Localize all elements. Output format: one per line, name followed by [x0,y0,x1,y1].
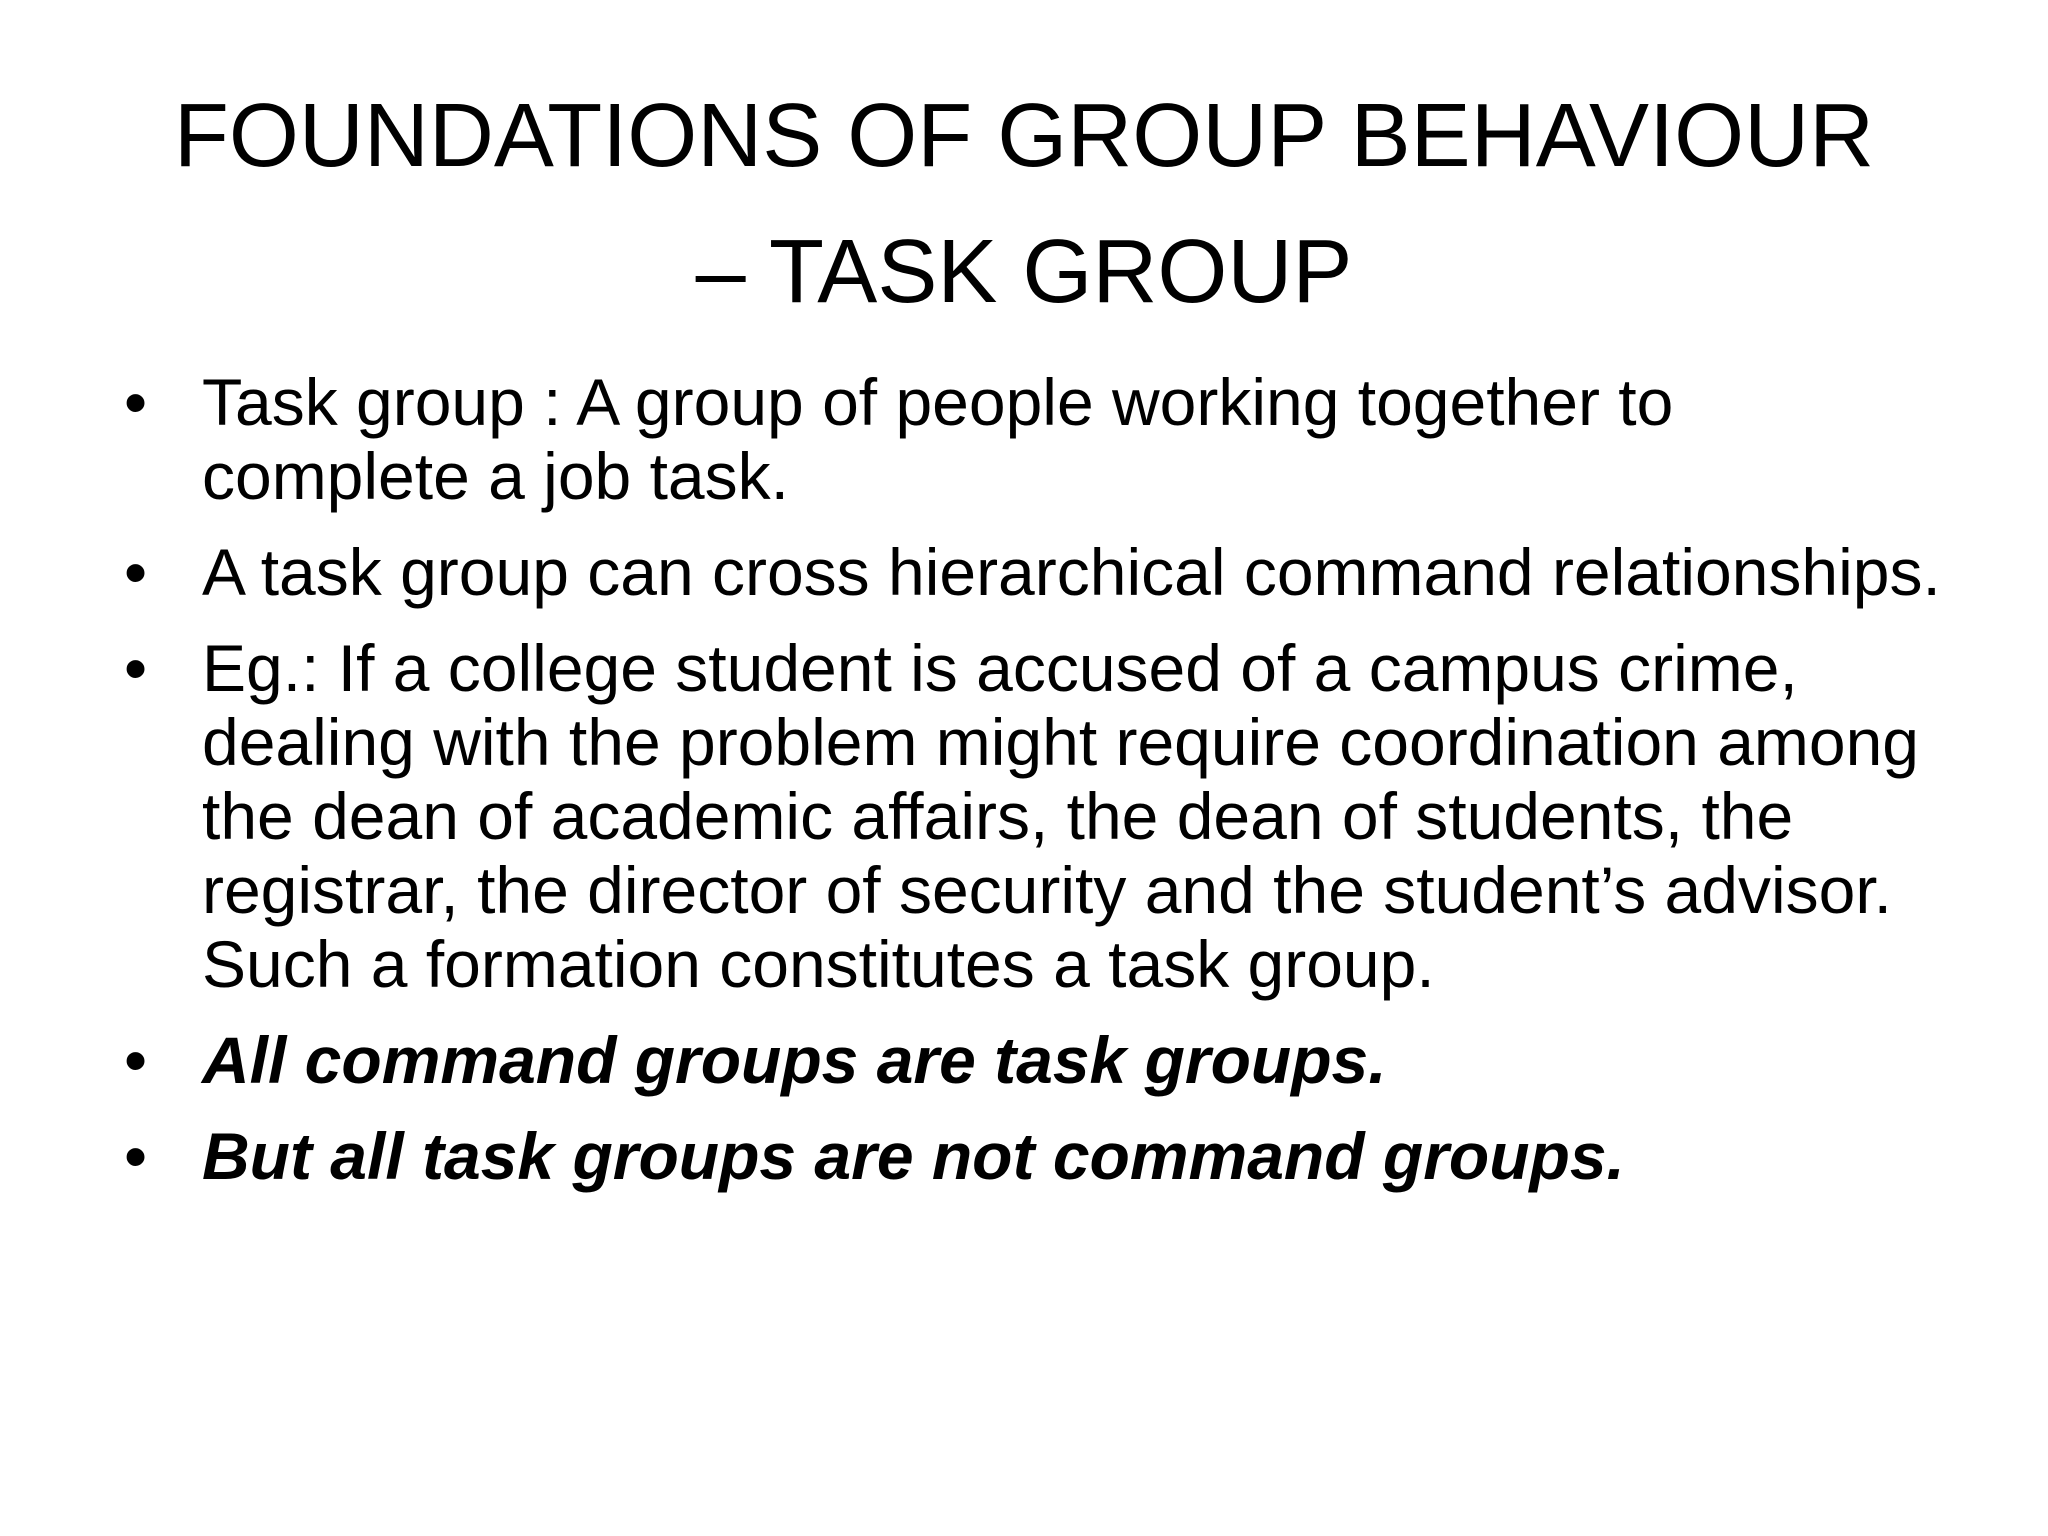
bullet-item-command-groups-are-task-groups [118,1023,1948,1097]
slide-title-line-1: FOUNDATIONS OF GROUP BEHAVIOUR [173,86,1875,186]
bullet-icon: • [124,365,148,439]
slide-title-line-2: – TASK GROUP [695,222,1353,322]
bullet-item-task-groups-not-command-groups [118,1119,1948,1193]
bullet-list [118,365,1948,1215]
bullet-text: A task group can cross hierarchical command relationships. [202,535,1941,609]
bullet-icon: • [124,1119,148,1193]
bullet-icon: • [124,631,148,705]
bullet-icon: • [124,1023,148,1097]
bullet-item-task-group-definition [118,365,1948,513]
bullet-item-cross-hierarchy [118,535,1948,609]
bullet-text: All command groups are task groups. [202,1023,1387,1097]
bullet-item-example [118,631,1948,1001]
bullet-icon: • [124,535,148,609]
bullet-text: Task group : A group of people working together to complete a job task. [202,365,1674,513]
bullet-text: Eg.: If a college student is accused of a campus crime, dealing with the problem might require coordination among the dean of academic affairs, the dean of students, the registrar, the director of security and the student’s advisor. Such a formation constitutes a task group. [202,631,1919,1001]
slide-title [110,68,1938,340]
bullet-text: But all task groups are not command groups. [202,1119,1625,1193]
